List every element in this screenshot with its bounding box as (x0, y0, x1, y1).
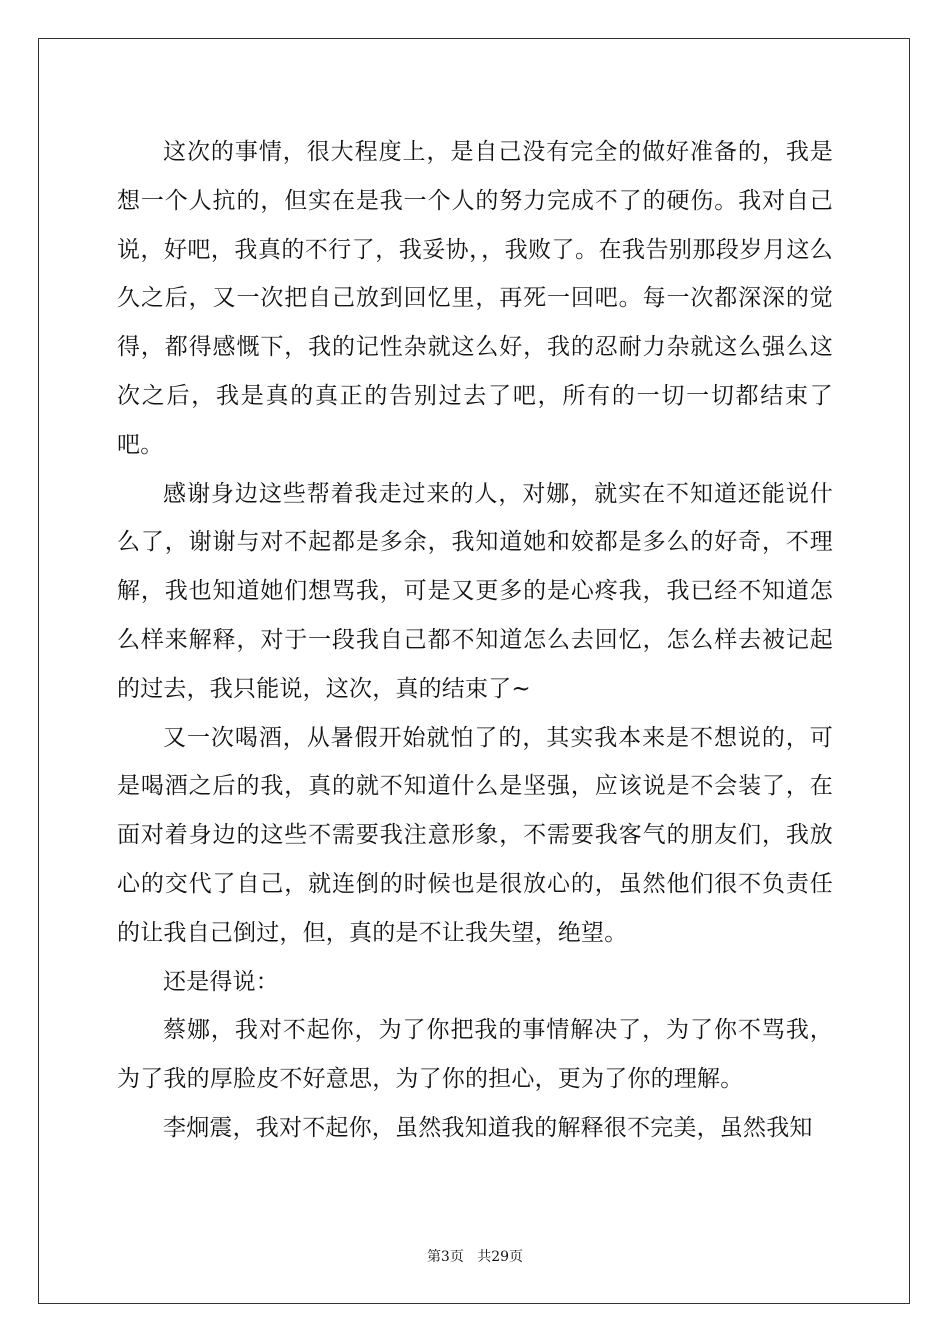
paragraph-5: 蔡娜，我对不起你，为了你把我的事情解决了，为了你不骂我，为了我的厚脸皮不好意思，为了你的担心，更为了你的理解。 (117, 1017, 833, 1093)
paragraph-6: 李炯震，我对不起你，虽然我知道我的解释很不完美，虽然我知 (163, 1114, 813, 1141)
page-number: 第3页 (426, 1249, 464, 1265)
paragraph-2: 感谢身边这些帮着我走过来的人，对娜，就实在不知道还能说什么了，谢谢与对不起都是多余，我知道她和姣都是多么的好奇，不理解，我也知道她们想骂我，可是又更多的是心疼我，我已经不知道怎么样来解释，对于一段我自己都不知道怎么去回忆，怎么样去被记起的过去，我只能说，这次，真的结束了~ (117, 480, 833, 702)
page-footer (0, 1246, 950, 1266)
paragraph-4: 还是得说： (163, 968, 279, 995)
document-body (117, 128, 833, 1153)
page-total: 共29页 (477, 1249, 524, 1265)
paragraph-1: 这次的事情，很大程度上，是自己没有完全的做好准备的，我是想一个人抗的，但实在是我一个人的努力完成不了的硬伤。我对自己说，好吧，我真的不行了，我妥协，，我败了。在我告别那段岁月这么久之后，又一次把自己放到回忆里，再死一回吧。每一次都深深的觉得，都得感慨下，我的记性杂就这么好，我的忍耐力杂就这么强么这次之后，我是真的真正的告别过去了吧，所有的一切一切都结束了吧。 (117, 139, 833, 458)
paragraph-3: 又一次喝酒，从暑假开始就怕了的，其实我本来是不想说的，可是喝酒之后的我，真的就不知道什么是坚强，应该说是不会装了，在面对着身边的这些不需要我注意形象，不需要我客气的朋友们，我放心的交代了自己，就连倒的时候也是很放心的，虽然他们很不负责任的让我自己倒过，但，真的是不让我失望，绝望。 (117, 724, 833, 946)
